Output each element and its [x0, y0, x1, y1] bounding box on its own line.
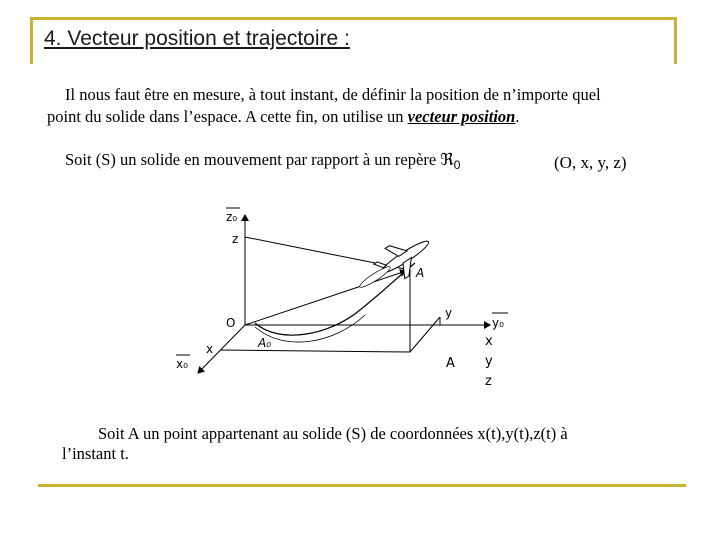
point-a-label: A [416, 266, 425, 280]
frame-border-right [674, 17, 677, 64]
y0-axis-label: y₀ [492, 316, 504, 330]
origin-label: O [226, 316, 236, 330]
frame-index: 0 [453, 158, 461, 172]
intro-line-1: Il nous faut être en mesure, à tout instant, de définir la position de n’importe quel [65, 85, 601, 104]
solid-sentence [65, 149, 460, 176]
point-sentence-line-2: l’instant t. [62, 444, 129, 463]
coord-x-label: x [485, 334, 493, 349]
intro-line-2-end: . [515, 107, 520, 126]
trajectory-diagram [160, 195, 520, 405]
frame-notation: (O, x, y, z) [554, 153, 627, 172]
frame-symbol: ℜ [440, 150, 454, 169]
intro-line-2-start: point du solide dans l’espace. A cette fin, on utilise un [47, 107, 408, 126]
intro-emphasis: vecteur position [407, 107, 516, 126]
coord-y-label: y [485, 354, 493, 369]
frame-border-bottom [38, 484, 686, 487]
initial-point-label: A₀ [258, 336, 272, 350]
position-vector [245, 271, 406, 325]
x-axis-label: x [206, 342, 214, 356]
coord-point-label: A [446, 356, 455, 371]
intro-line-2 [47, 106, 519, 128]
trajectory-curve [255, 263, 415, 335]
frame-border-left [30, 17, 33, 64]
x0-axis-label: x₀ [176, 357, 188, 371]
y-axis-label: y [445, 306, 453, 320]
z0-axis-label: z₀ [226, 210, 238, 224]
point-sentence-line-1: Soit A un point appartenant au solide (S) de coordonnées x(t),y(t),z(t) à [98, 424, 568, 443]
z-axis-label: z [232, 232, 239, 246]
coord-z-label: z [485, 374, 492, 389]
frame-border-top [30, 17, 677, 20]
slide-title: 4. Vecteur position et trajectoire : [44, 27, 350, 50]
solid-sentence-text: Soit (S) un solide en mouvement par rapport à un repère [65, 150, 441, 169]
